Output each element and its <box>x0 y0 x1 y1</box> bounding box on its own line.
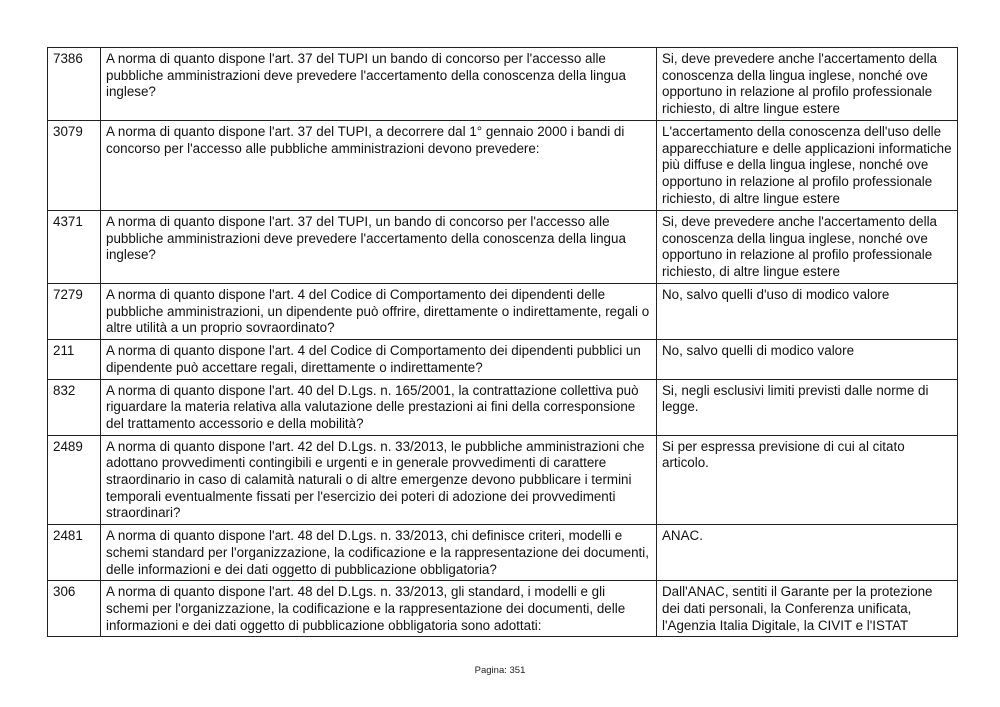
question-text: A norma di quanto dispone l'art. 4 del Codice di Comportamento dei dipendenti pubblici un dipendente può accettare regali, direttamente o indirettamente? <box>101 340 657 379</box>
answer-text: ANAC. <box>657 525 958 581</box>
answer-text: Si per espressa previsione di cui al citato articolo. <box>657 435 958 525</box>
answer-text: No, salvo quelli d'uso di modico valore <box>657 284 958 340</box>
table-row <box>48 525 958 581</box>
question-id: 211 <box>48 340 101 379</box>
question-text: A norma di quanto dispone l'art. 48 del D.Lgs. n. 33/2013, gli standard, i modelli e gli schemi per l'organizzazione, la codificazione e la rappresentazione dei documenti, delle informazioni e dei dati oggetto di pubblicazione obbligatoria sono adottati: <box>101 581 657 637</box>
question-text: A norma di quanto dispone l'art. 37 del TUPI, a decorrere dal 1° gennaio 2000 i bandi di concorso per l'accesso alle pubbliche amministrazioni devono prevedere: <box>101 121 657 211</box>
question-text: A norma di quanto dispone l'art. 4 del Codice di Comportamento dei dipendenti delle pubbliche amministrazioni, un dipendente può offrire, direttamente o indirettamente, regali o altre utilità a un proprio sovraordinato? <box>101 284 657 340</box>
answer-text: No, salvo quelli di modico valore <box>657 340 958 379</box>
table-row <box>48 340 958 379</box>
question-text: A norma di quanto dispone l'art. 48 del D.Lgs. n. 33/2013, chi definisce criteri, modelli e schemi standard per l'organizzazione, la codificazione e la rappresentazione dei documenti, delle informazioni e dei dati oggetto di pubblicazione obbligatoria? <box>101 525 657 581</box>
question-id: 2489 <box>48 435 101 525</box>
question-id: 832 <box>48 379 101 435</box>
answer-text: Si, deve prevedere anche l'accertamento della conoscenza della lingua inglese, nonché ove opportuno in relazione al profilo professionale richiesto, di altre lingue estere <box>657 211 958 284</box>
question-id: 7279 <box>48 284 101 340</box>
table-row <box>48 121 958 211</box>
table-row <box>48 581 958 637</box>
question-table <box>47 47 958 637</box>
answer-text: Si, negli esclusivi limiti previsti dalle norme di legge. <box>657 379 958 435</box>
question-text: A norma di quanto dispone l'art. 40 del D.Lgs. n. 165/2001, la contrattazione collettiva può riguardare la materia relativa alla valutazione delle prestazioni ai fini della corresponsione del trattamento accessorio e della mobilità? <box>101 379 657 435</box>
table-row <box>48 435 958 525</box>
table-row <box>48 211 958 284</box>
question-id: 4371 <box>48 211 101 284</box>
answer-text: Si, deve prevedere anche l'accertamento della conoscenza della lingua inglese, nonché ove opportuno in relazione al profilo professionale richiesto, di altre lingue estere <box>657 48 958 121</box>
question-id: 306 <box>48 581 101 637</box>
question-text: A norma di quanto dispone l'art. 37 del TUPI, un bando di concorso per l'accesso alle pubbliche amministrazioni deve prevedere l'accertamento della conoscenza della lingua inglese? <box>101 211 657 284</box>
question-id: 3079 <box>48 121 101 211</box>
answer-text: L'accertamento della conoscenza dell'uso delle apparecchiature e delle applicazioni informatiche più diffuse e della lingua inglese, nonché ove opportuno in relazione al profilo professionale richiesto, di altre lingue estere <box>657 121 958 211</box>
answer-text: Dall'ANAC, sentiti il Garante per la protezione dei dati personali, la Conferenza unificata, l'Agenzia Italia Digitale, la CIVIT e l'ISTAT <box>657 581 958 637</box>
table-row <box>48 284 958 340</box>
question-id: 7386 <box>48 48 101 121</box>
question-id: 2481 <box>48 525 101 581</box>
question-text: A norma di quanto dispone l'art. 37 del TUPI un bando di concorso per l'accesso alle pubbliche amministrazioni deve prevedere l'accertamento della conoscenza della lingua inglese? <box>101 48 657 121</box>
table-row <box>48 48 958 121</box>
page-number: Pagina: 351 <box>474 665 526 676</box>
table-row <box>48 379 958 435</box>
question-text: A norma di quanto dispone l'art. 42 del D.Lgs. n. 33/2013, le pubbliche amministrazioni che adottano provvedimenti contingibili e urgenti e in generale provvedimenti di carattere straordinario in caso di calamità naturali o di altre emergenze devono pubblicare i termini temporali eventualmente fissati per l'esercizio dei poteri di adozione dei provvedimenti straordinari? <box>101 435 657 525</box>
